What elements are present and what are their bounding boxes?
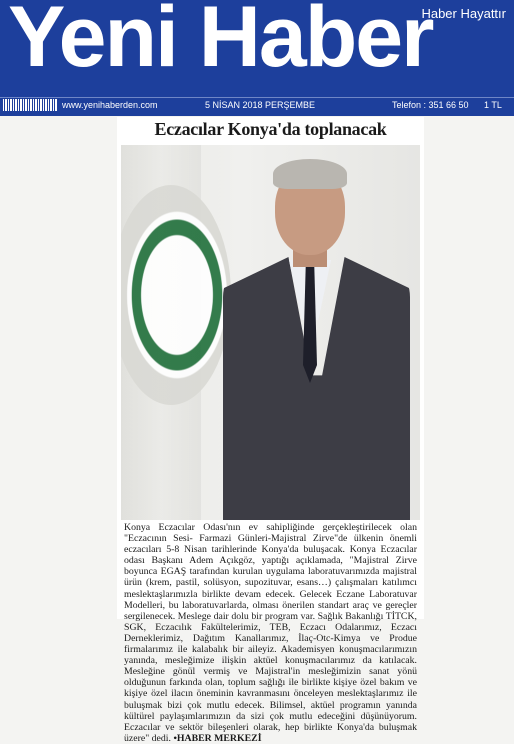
hair-shape xyxy=(273,159,347,189)
barcode-icon xyxy=(3,99,58,111)
article-body xyxy=(124,522,417,744)
speaker-figure xyxy=(213,145,420,520)
article-photo xyxy=(121,145,420,520)
masthead xyxy=(0,0,514,101)
article-author: •HABER MERKEZİ xyxy=(173,732,262,744)
phone-text: Telefon : 351 66 50 xyxy=(392,100,469,110)
price-text: 1 TL xyxy=(484,100,502,110)
newspaper-logo: Yeni Haber xyxy=(8,0,433,85)
article-text: Konya Eczacılar Odası'nın ev sahipliğinde gerçekleştirilecek olan "Eczacının Sesi- Farmazi Günleri-Majistral Zirve"de ülkenin önemli eczacıları 5-8 Nisan tarihlerinde Konya'da buluşacak. Konya Eczacılar odası Başkanı Adem Açıkgöz, yaptığı açıklamada, "Majistral Zirve boyunca EGAŞ tarafından kurulan uygulama laboratuvarımızda majistral ürün (krem, pastil, solüsyon, supozituvar, esans…) çalışmaları katılımcı meslektaşlarımızla birlikte devam edecek. Gelecek Eczane Laboratuvar Modelleri, bu laboratuvarlarda, olması önerilen standart araç ve gereçler sergilenecek. Meslege dair dolu bir program var. Sağlık Bakanlığı TİTCK, SGK, Eczacılık Fakültelerimiz, TEB, Eczacı Odalarımız, Eczacı Derneklerimiz, Dağıtım Kanallarımız, İlaç-Otc-Kimya ve Produe firmalarımız ile kalabalık bir aileyiz. Akademisyen konuşmacılarımızın yanında, mesleğimize ilişkin aktüel konuşmacılarımız da katılacak. Mesleğine gönül vermiş ve Majistral'in mesleğimizin sanat yönü olduğunun farkında olan, toplum sağlığı ile birlikte kişiye özel bakım ve kişiye özel ilacın öneminin kavranmasını önceleyen meslektaşlarımız ile buluşmak bizi çok mutlu edecek. Bilimsel, aktüel programın yanında kültürel paylaşımlarımızın da sizi çok mutlu edeceğini düşünüyorum. Eczacılar ve sektör bileşenleri olarak, hep birlikte Konya'da buluşmak üzere" dedi. xyxy=(124,522,417,744)
newspaper-slogan: Haber Hayattır xyxy=(421,6,506,21)
article-clipping xyxy=(117,117,424,744)
issue-date: 5 NİSAN 2018 PERŞEMBE xyxy=(205,100,316,110)
website-text: www.yenihaberden.com xyxy=(62,100,158,110)
masthead-info-bar xyxy=(0,97,514,116)
article-headline: Eczacılar Konya'da toplanacak xyxy=(154,119,387,139)
